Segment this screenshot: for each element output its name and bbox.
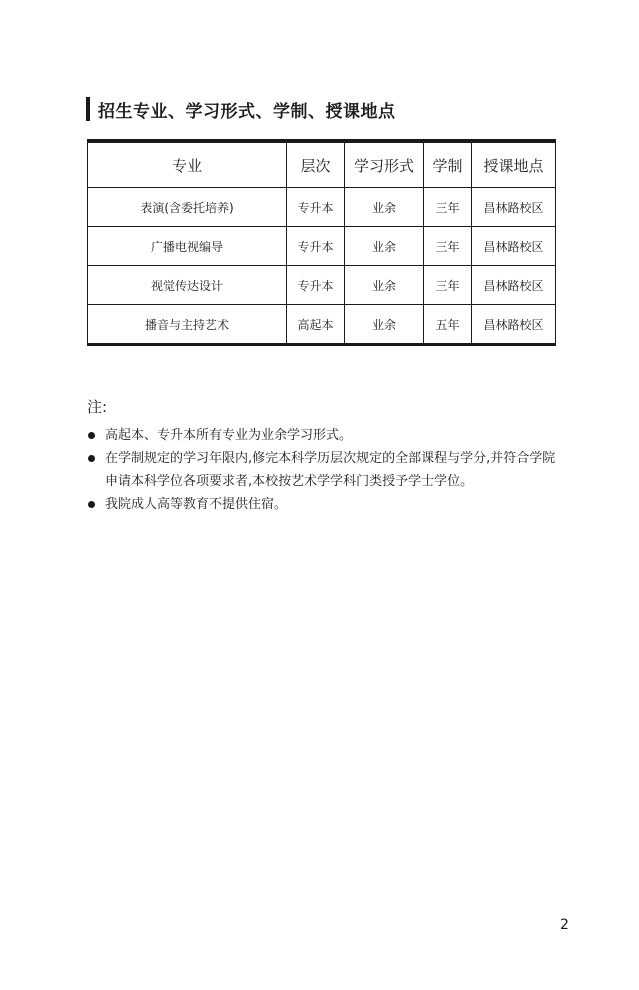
programs-table [87, 139, 556, 346]
header-location: 授课地点 [472, 141, 556, 188]
bullet-icon [88, 432, 95, 439]
list-item [87, 424, 567, 447]
note-text: 在学制规定的学习年限内,修完本科学历层次规定的全部课程与学分,并符合学院申请本科学位各项要求者,本校按艺术学学科门类授予学士学位。 [105, 451, 556, 489]
cell-major: 广播电视编导 [88, 227, 287, 266]
header-level: 层次 [287, 141, 345, 188]
table-row [88, 305, 556, 345]
cell-study-form: 业余 [345, 188, 424, 227]
note-text: 我院成人高等教育不提供住宿。 [105, 497, 288, 512]
cell-location: 昌林路校区 [472, 266, 556, 305]
cell-level: 专升本 [287, 266, 345, 305]
list-item [87, 493, 567, 516]
table-header-row [88, 141, 556, 188]
table-row [88, 266, 556, 305]
bullet-icon [88, 455, 95, 462]
cell-duration: 三年 [424, 227, 472, 266]
section-title-text: 招生专业、学习形式、学制、授课地点 [98, 101, 396, 122]
cell-major: 视觉传达设计 [88, 266, 287, 305]
cell-duration: 三年 [424, 266, 472, 305]
table-row [88, 188, 556, 227]
page-number: 2 [560, 917, 569, 933]
notes-title: 注: [87, 398, 108, 416]
bullet-icon [88, 501, 95, 508]
list-item [87, 447, 567, 493]
header-duration: 学制 [424, 141, 472, 188]
cell-level: 专升本 [287, 188, 345, 227]
cell-location: 昌林路校区 [472, 305, 556, 345]
cell-duration: 五年 [424, 305, 472, 345]
cell-level: 专升本 [287, 227, 345, 266]
cell-study-form: 业余 [345, 305, 424, 345]
header-study-form: 学习形式 [345, 141, 424, 188]
cell-major: 播音与主持艺术 [88, 305, 287, 345]
title-marker [86, 97, 90, 121]
header-major: 专业 [88, 141, 287, 188]
cell-location: 昌林路校区 [472, 188, 556, 227]
section-title [86, 96, 396, 122]
cell-study-form: 业余 [345, 227, 424, 266]
cell-level: 高起本 [287, 305, 345, 345]
table-row [88, 227, 556, 266]
cell-major: 表演(含委托培养) [88, 188, 287, 227]
cell-location: 昌林路校区 [472, 227, 556, 266]
notes-list [87, 424, 567, 516]
note-text: 高起本、专升本所有专业为业余学习形式。 [105, 428, 353, 443]
cell-duration: 三年 [424, 188, 472, 227]
cell-study-form: 业余 [345, 266, 424, 305]
